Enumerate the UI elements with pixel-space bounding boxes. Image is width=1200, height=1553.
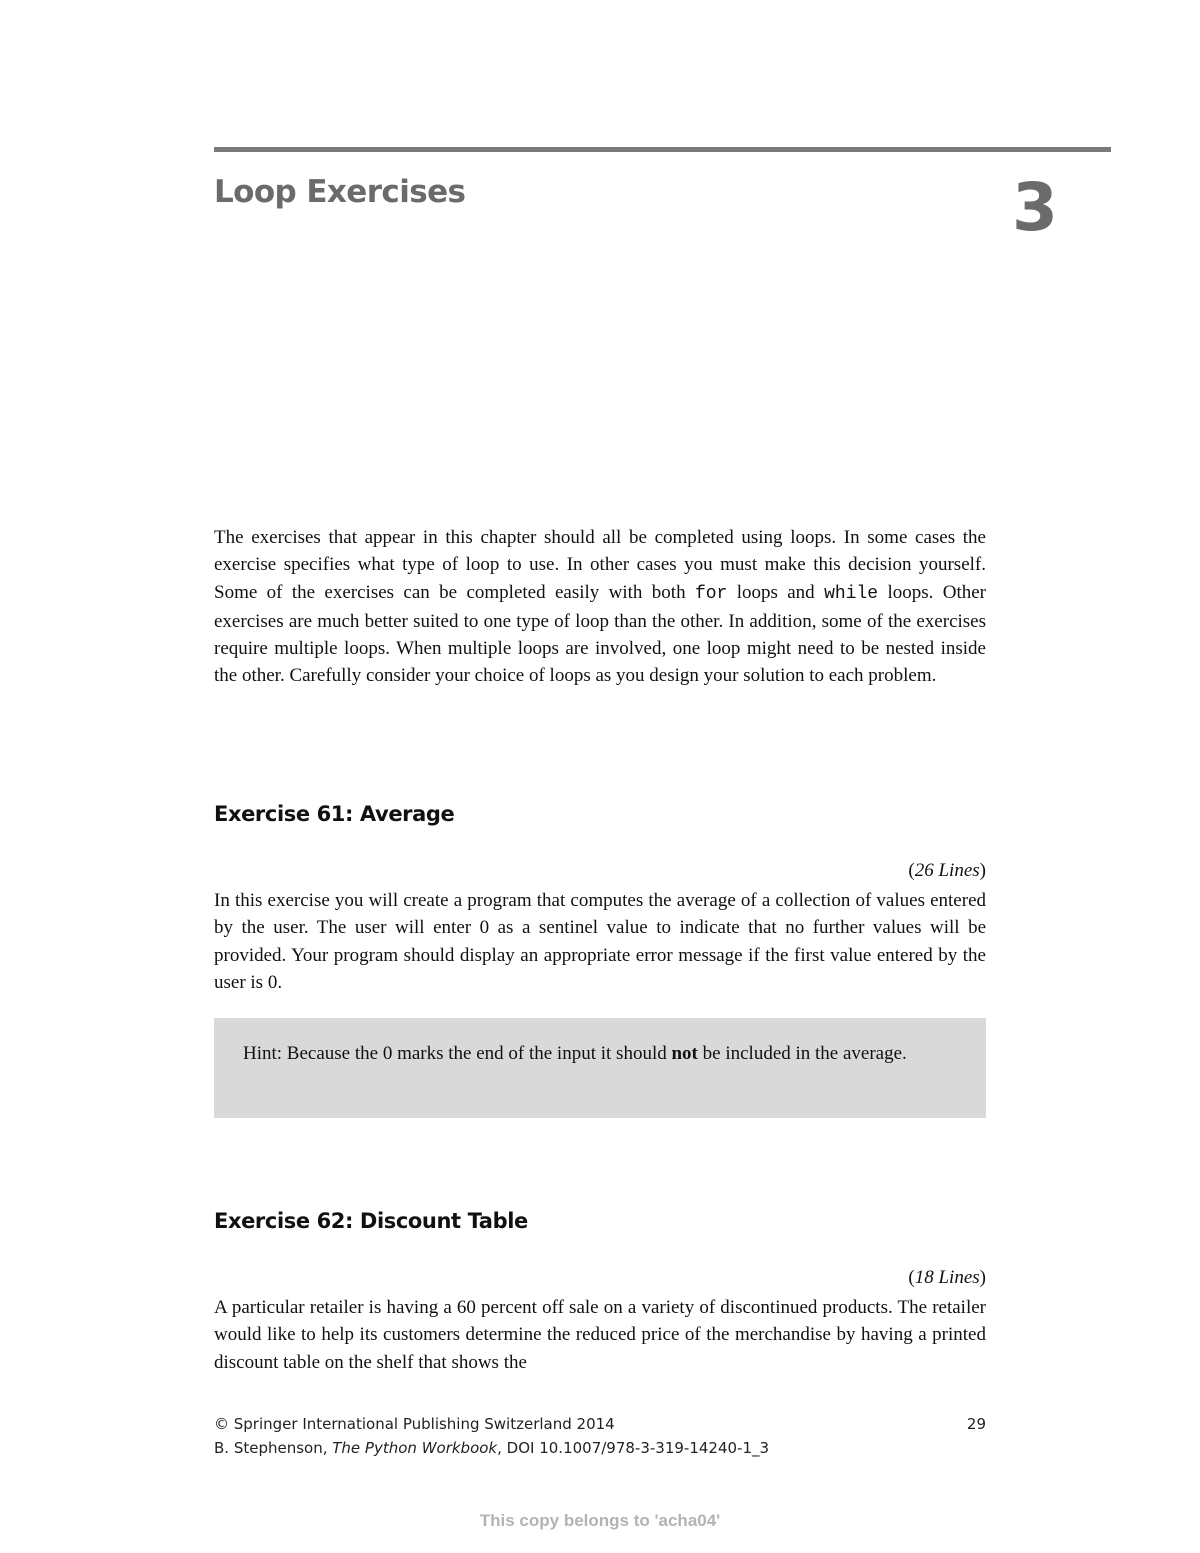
exercise-62-heading: Exercise 62: Discount Table <box>214 1209 528 1233</box>
exercise-61-body: In this exercise you will create a program that computes the average of a collection of values entered by the user. The user will enter 0 as a sentinel value to indicate that no further values will be provided. Your program should display an appropriate error message if the first value entered by the user is 0. <box>214 890 986 993</box>
chapter-title: Loop Exercises <box>214 174 466 210</box>
exercise-61-lines-text: 26 Lines <box>914 860 980 881</box>
citation-doi: , DOI 10.1007/978-3-319-14240-1_3 <box>497 1439 770 1457</box>
page-number: 29 <box>966 1415 986 1433</box>
citation-author: B. Stephenson, <box>214 1439 333 1457</box>
intro-text-between: loops and <box>727 581 825 603</box>
exercise-61-heading: Exercise 61: Average <box>214 802 455 826</box>
exercise-62-lines: (18 Lines) <box>908 1267 986 1288</box>
intro-text-start: The exercises that appear in this chapter should all be completed using loops. In some cases the exercise specifies what type of loop to use. In other cases you must make this decision yourself. Some of the exercises can be completed easily with both <box>214 527 986 603</box>
code-for: for <box>694 583 728 604</box>
code-while: while <box>824 583 879 604</box>
hint-text <box>243 1040 958 1068</box>
hint-box <box>214 1018 986 1118</box>
exercise-62-lines-text: 18 Lines <box>914 1267 980 1288</box>
chapter-rule <box>214 147 1111 152</box>
hint-emphasis: not <box>671 1043 698 1064</box>
footer-copyright: © Springer International Publishing Switzerland 2014 <box>214 1415 615 1433</box>
chapter-number: 3 <box>1012 169 1058 246</box>
exercise-61-lines: (26 Lines) <box>908 860 986 881</box>
hint-text-start: Hint: Because the 0 marks the end of the input it should <box>243 1043 672 1064</box>
citation-book-title: The Python Workbook <box>332 1439 498 1457</box>
ownership-watermark: This copy belongs to 'acha04' <box>479 1511 721 1530</box>
exercise-62-body: A particular retailer is having a 60 percent off sale on a variety of discontinued products. The retailer would like to help its customers determine the reduced price of the merchandise by having a printed discount table on the shelf that shows the <box>214 1297 986 1373</box>
footer-citation <box>214 1439 769 1457</box>
intro-paragraph <box>214 524 986 690</box>
intro-text-end: loops. Other exercises are much better suited to one type of loop than the other. In addition, some of the exercises require multiple loops. When multiple loops are involved, one loop might need to be nested inside the other. Carefully consider your choice of loops as you design your solution to each problem. <box>214 581 986 687</box>
hint-text-end: be included in the average. <box>697 1043 907 1064</box>
